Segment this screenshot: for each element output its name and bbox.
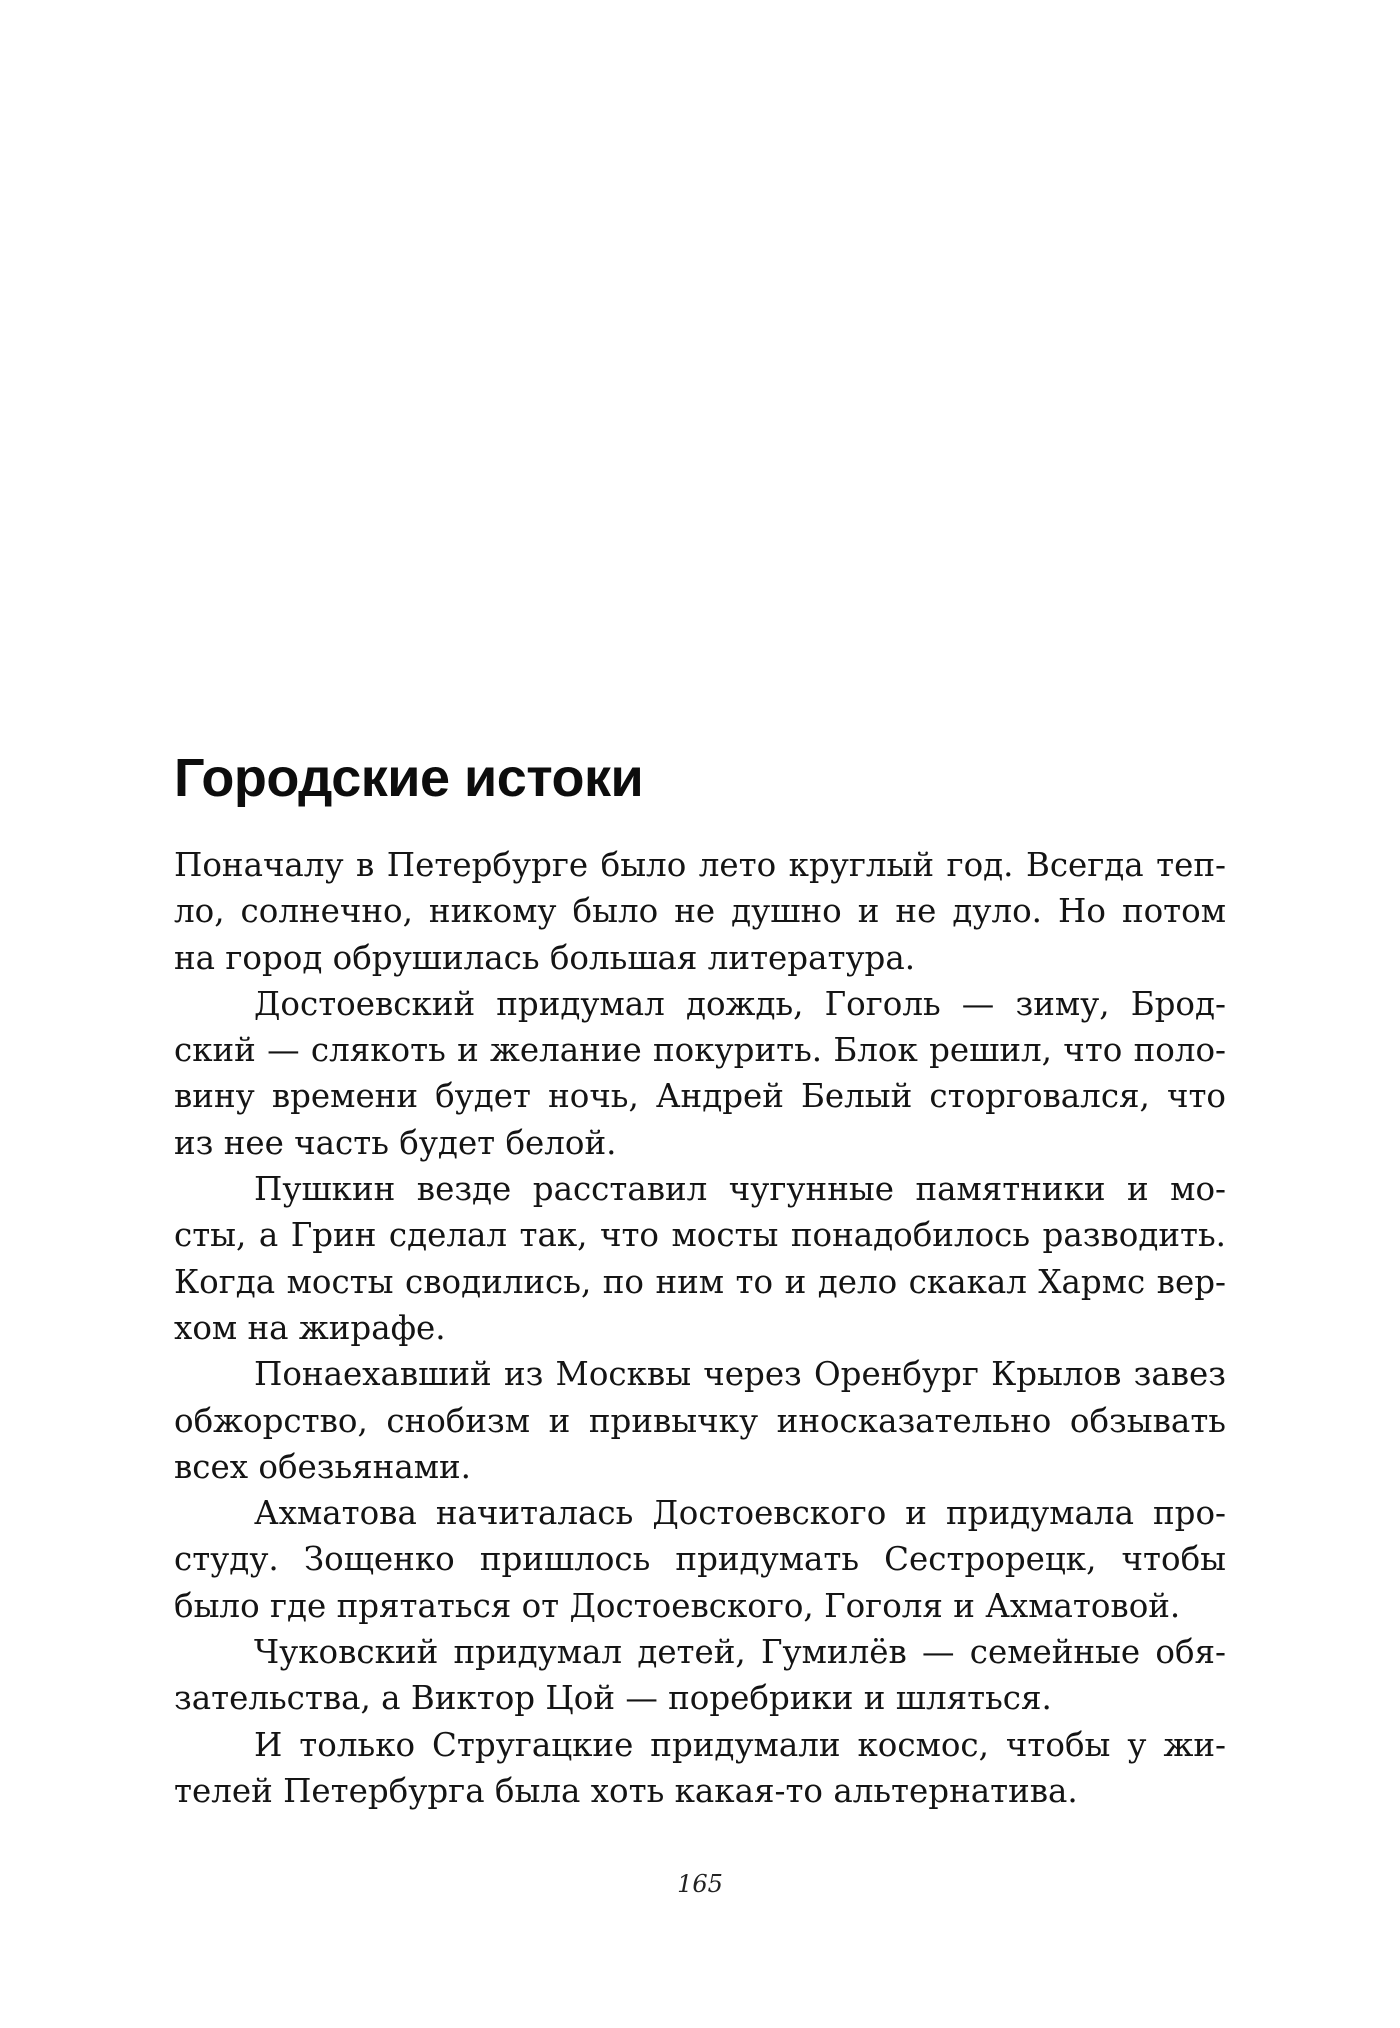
- paragraph: [174, 1722, 1226, 1815]
- text-line: вину времени будет ночь, Андрей Белый сторговался, что: [174, 1077, 1226, 1116]
- text-line: из нее часть будет белой.: [174, 1123, 617, 1162]
- text-line: ло, солнечно, никому было не душно и не дуло. Но потом: [174, 892, 1226, 931]
- paragraph: [174, 842, 1226, 981]
- text-line: ский — слякоть и желание покурить. Блок решил, что поло-: [174, 1031, 1226, 1070]
- text-line: Чуковский придумал детей, Гумилёв — семейные обя-: [254, 1633, 1226, 1672]
- chapter-title: Городские истоки: [174, 748, 644, 808]
- text-line: Достоевский придумал дождь, Гоголь — зиму, Брод-: [254, 984, 1226, 1023]
- text-line: телей Петербурга была хоть какая-то альтернатива.: [174, 1771, 1078, 1810]
- text-line: Пушкин везде расставил чугунные памятники и мо-: [254, 1170, 1226, 1209]
- text-line: сты, а Грин сделал так, что мосты понадобилось разводить.: [174, 1216, 1226, 1255]
- paragraph: [174, 1166, 1226, 1351]
- chapter-body: [174, 842, 1226, 1814]
- text-line: было где прятаться от Достоевского, Гоголя и Ахматовой.: [174, 1586, 1181, 1625]
- text-line: всех обезьянами.: [174, 1447, 471, 1486]
- text-line: Когда мосты сводились, по ним то и дело скакал Хармс вер-: [174, 1262, 1226, 1301]
- text-line: хом на жирафе.: [174, 1308, 446, 1347]
- paragraph: [174, 1629, 1226, 1722]
- text-line: на город обрушилась большая литература.: [174, 938, 916, 977]
- text-line: Поначалу в Петербурге было лето круглый год. Всегда теп-: [174, 846, 1226, 884]
- text-line: И только Стругацкие придумали космос, чтобы у жи-: [254, 1725, 1226, 1764]
- paragraph: [174, 1490, 1226, 1629]
- text-line: обжорство, снобизм и привычку иносказательно обзывать: [174, 1401, 1226, 1440]
- text-line: Ахматова начиталась Достоевского и придумала про-: [254, 1494, 1226, 1533]
- paragraph: [174, 1351, 1226, 1490]
- paragraph: [174, 981, 1226, 1166]
- text-line: Понаехавший из Москвы через Оренбург Крылов завез: [254, 1355, 1226, 1394]
- text-line: студу. Зощенко пришлось придумать Сестрорецк, чтобы: [174, 1540, 1226, 1579]
- page-number: 165: [677, 1870, 723, 1898]
- text-line: зательства, а Виктор Цой — поребрики и шляться.: [174, 1679, 1052, 1718]
